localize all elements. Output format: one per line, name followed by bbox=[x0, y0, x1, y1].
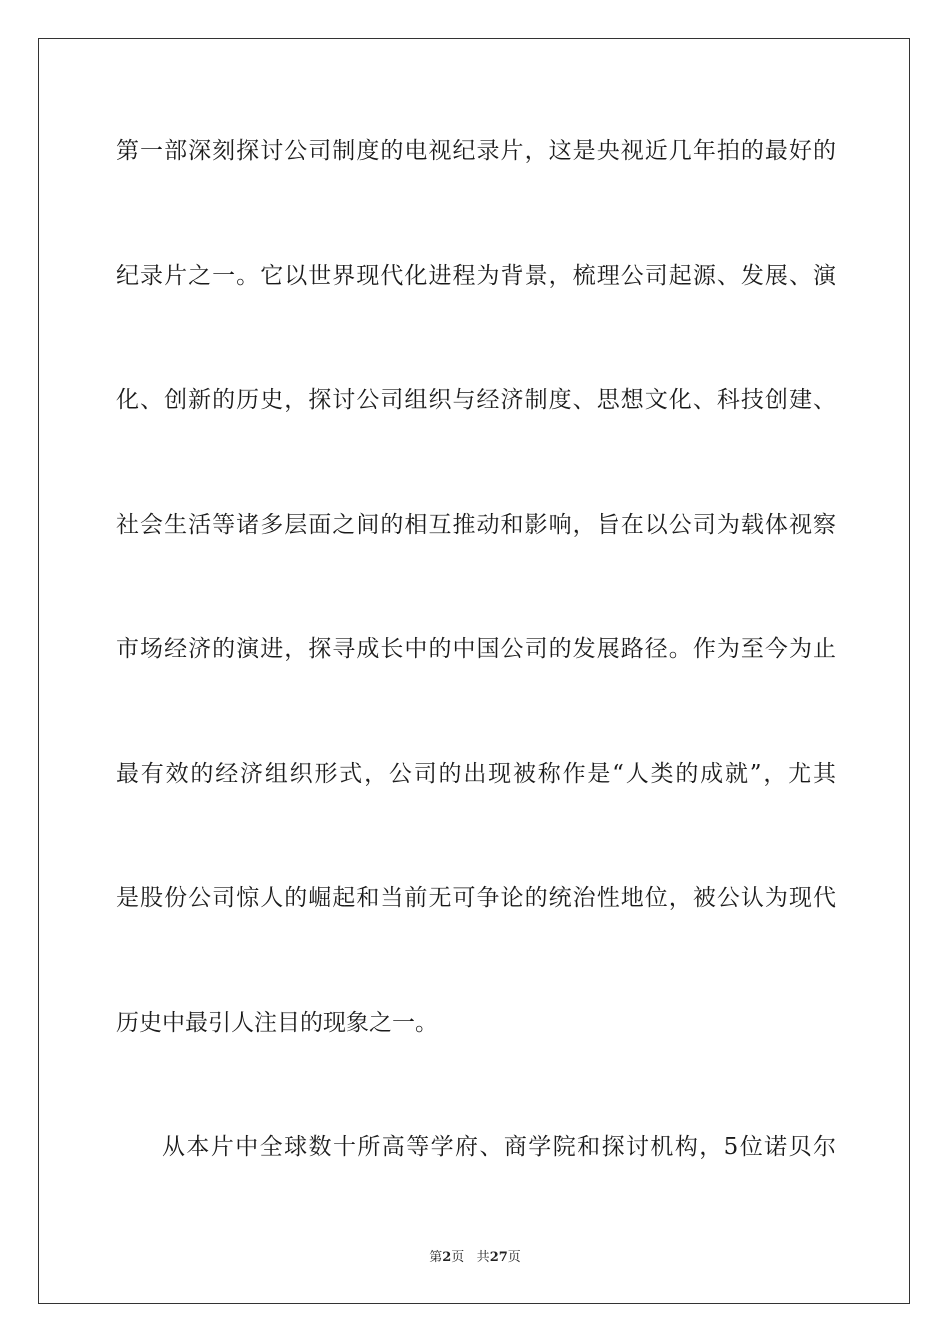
paragraph-line: 最有效的经济组织形式，公司的出现被称作是“人类的成就”，尤其 bbox=[116, 760, 836, 787]
footer-total-unit: 页 bbox=[507, 1250, 521, 1265]
paragraph-line-indented: 从本片中全球数十所高等学府、商学院和探讨机构，5位诺贝尔 bbox=[162, 1134, 836, 1160]
paragraph-line: 社会生活等诸多层面之间的相互推动和影响，旨在以公司为载体视察 bbox=[116, 511, 836, 538]
paragraph-line: 市场经济的演进，探寻成长中的中国公司的发展路径。作为至今为止 bbox=[116, 636, 836, 662]
footer-prefix: 第 bbox=[429, 1250, 443, 1265]
footer-page-unit: 页 bbox=[451, 1250, 465, 1265]
paragraph-line: 纪录片之一。它以世界现代化进程为背景，梳理公司起源、发展、演 bbox=[116, 262, 836, 289]
footer-total-prefix: 共 bbox=[476, 1250, 490, 1265]
current-page-number: 2 bbox=[442, 1250, 452, 1265]
total-pages-number: 27 bbox=[489, 1250, 508, 1265]
paragraph-line-last: 历史中最引人注目的现象之一。 bbox=[116, 1009, 438, 1036]
paragraph-line: 化、创新的历史，探讨公司组织与经济制度、思想文化、科技创建、 bbox=[116, 387, 836, 413]
paragraph-line: 是股份公司惊人的崛起和当前无可争论的统治性地位，被公认为现代 bbox=[116, 885, 836, 911]
page-footer bbox=[0, 1246, 950, 1265]
paragraph-line: 第一部深刻探讨公司制度的电视纪录片，这是央视近几年拍的最好的 bbox=[116, 138, 836, 164]
document-body bbox=[116, 134, 836, 1255]
